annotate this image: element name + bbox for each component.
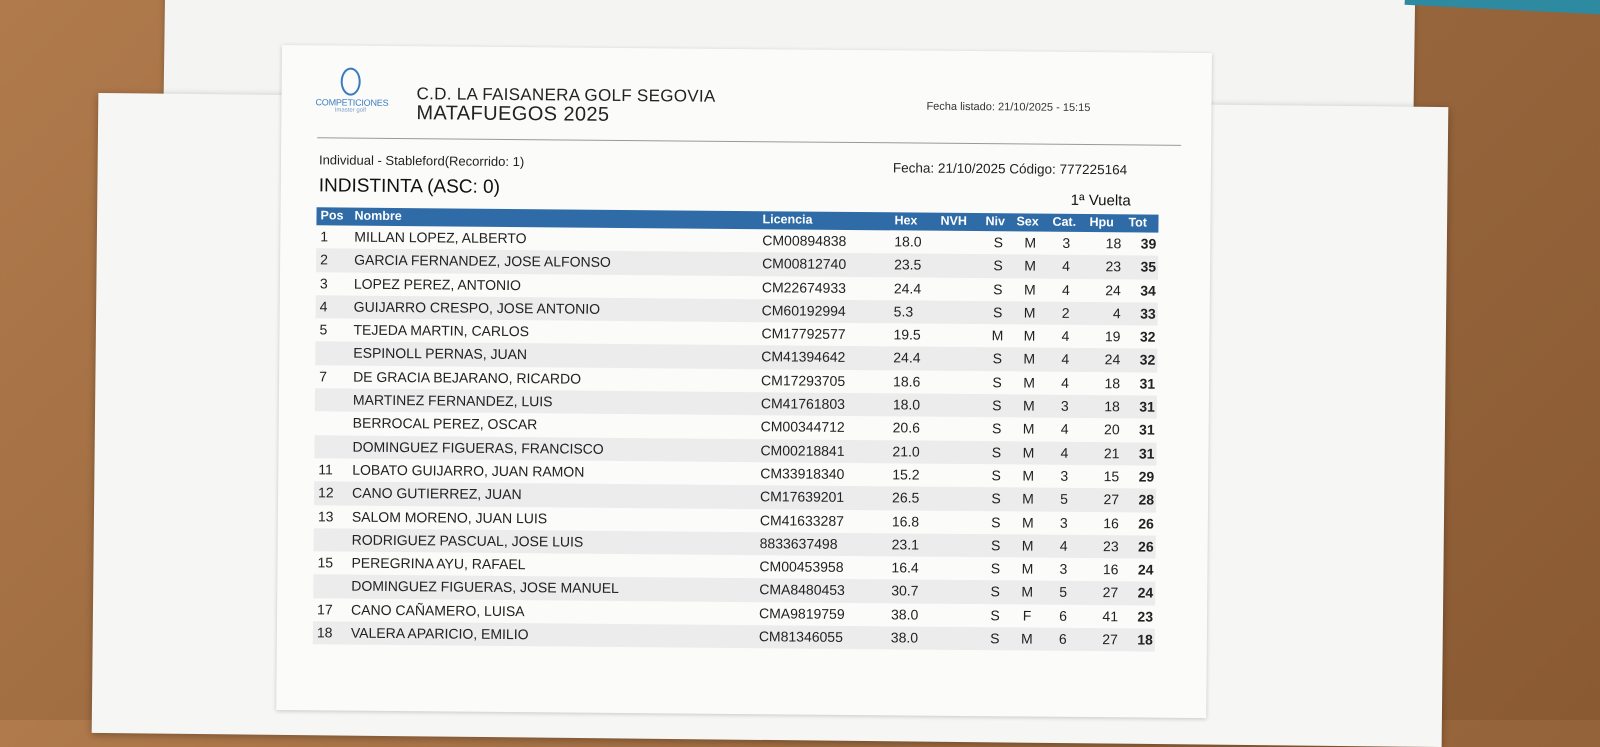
cell-sex: M (1020, 630, 1033, 647)
cell-licencia: CM60192994 (761, 302, 846, 319)
cell-hex: 5.3 (893, 303, 914, 320)
logo-text: COMPETICIONES (315, 97, 389, 108)
cell-hex: 21.0 (892, 443, 920, 460)
cell-hpu: 20 (1104, 421, 1120, 438)
cell-nombre: DOMINGUEZ FIGUERAS, JOSE MANUEL (351, 578, 619, 597)
cell-hex: 26.5 (892, 489, 920, 506)
cell-niv: S (993, 234, 1004, 251)
cell-tot: 32 (1139, 328, 1156, 345)
cell-tot: 35 (1140, 258, 1157, 275)
cell-nombre: SALOM MORENO, JUAN LUIS (351, 508, 548, 526)
cell-tot: 28 (1138, 491, 1155, 508)
cell-cat: 4 (1061, 374, 1070, 391)
cell-niv: S (992, 350, 1003, 367)
cell-nombre: TEJEDA MARTIN, CARLOS (353, 321, 530, 340)
col-hex: Hex (894, 213, 918, 228)
cell-cat: 4 (1061, 281, 1070, 298)
cell-sex: M (1022, 467, 1035, 484)
cell-niv: S (991, 420, 1002, 437)
listing-date: Fecha listado: 21/10/2025 - 15:15 (926, 100, 1091, 115)
cell-sex: M (1022, 490, 1034, 507)
cell-hex: 18.0 (892, 396, 921, 413)
cell-pos: 7 (319, 368, 327, 385)
cell-hpu: 19 (1104, 328, 1121, 345)
cell-hex: 30.7 (891, 582, 919, 600)
cell-sex: M (1023, 281, 1036, 298)
cell-hex: 16.8 (891, 512, 920, 530)
cell-pos: 1 (320, 228, 329, 245)
cell-pos: 4 (319, 298, 328, 315)
cell-sex: M (1023, 304, 1036, 321)
cell-nombre: LOBATO GUIJARRO, JUAN RAMON (352, 461, 585, 480)
cell-niv: S (992, 304, 1003, 321)
cell-cat: 4 (1062, 258, 1071, 275)
cell-cat: 5 (1060, 491, 1069, 508)
cell-hex: 24.4 (893, 349, 921, 367)
cell-tot: 24 (1137, 561, 1154, 578)
cell-tot: 33 (1140, 305, 1156, 322)
cell-hex: 23.5 (894, 256, 922, 273)
cell-niv: S (991, 467, 1002, 484)
cell-licencia: CM00218841 (760, 441, 845, 459)
cell-tot: 31 (1139, 375, 1156, 392)
cell-nombre: ESPINOLL PERNAS, JUAN (353, 345, 528, 363)
cell-pos: 5 (319, 321, 328, 338)
col-cat: Cat. (1052, 214, 1077, 229)
cell-cat: 3 (1060, 397, 1069, 414)
col-pos: Pos (320, 208, 344, 223)
cell-hpu: 27 (1103, 491, 1120, 508)
cell-sex: M (1022, 444, 1035, 461)
cell-hpu: 24 (1104, 351, 1121, 368)
cell-niv: S (992, 373, 1002, 391)
competiciones-logo (315, 67, 389, 114)
cell-licencia: 8833637498 (759, 535, 838, 552)
cell-hpu: 16 (1103, 514, 1119, 531)
results-table (313, 207, 1159, 652)
cell-cat: 4 (1059, 537, 1068, 554)
round-label: 1ª Vuelta (1070, 191, 1131, 210)
cell-pos: 13 (317, 507, 334, 525)
cell-licencia: CMA9819759 (758, 604, 845, 622)
cell-nombre: DE GRACIA BEJARANO, RICARDO (353, 368, 582, 387)
cell-cat: 3 (1060, 467, 1069, 484)
cell-niv: S (990, 537, 1001, 554)
cell-sex: M (1021, 583, 1034, 601)
cell-cat: 2 (1061, 304, 1070, 321)
cell-niv: S (991, 443, 1002, 460)
cell-hex: 38.0 (890, 606, 919, 623)
cell-hex: 15.2 (892, 466, 920, 483)
cell-hex: 18.6 (893, 373, 921, 390)
cell-hpu: 18 (1105, 235, 1122, 252)
cell-cat: 4 (1061, 351, 1070, 368)
cell-cat: 4 (1061, 328, 1070, 345)
cell-niv: S (990, 583, 1000, 600)
cell-hpu: 27 (1102, 584, 1119, 601)
col-sex: Sex (1016, 214, 1039, 229)
cell-niv: S (990, 630, 1000, 647)
cell-niv: S (993, 280, 1003, 297)
cell-sex: M (1023, 374, 1035, 391)
cell-tot: 29 (1138, 468, 1155, 485)
cell-sex: M (1022, 397, 1035, 414)
cell-sex: M (1021, 560, 1034, 577)
cell-cat: 6 (1058, 630, 1067, 647)
category-title: INDISTINTA (ASC: 0) (318, 175, 501, 198)
cell-cat: 4 (1060, 421, 1069, 438)
cell-pos: 3 (319, 274, 328, 292)
cell-sex: M (1023, 327, 1036, 344)
cell-nombre: GUIJARRO CRESPO, JOSE ANTONIO (353, 298, 601, 317)
cell-tot: 26 (1138, 515, 1154, 532)
cell-hex: 38.0 (890, 629, 919, 646)
cell-sex: M (1024, 234, 1037, 251)
club-name: C.D. LA FAISANERA GOLF SEGOVIA (416, 84, 716, 106)
cell-licencia: CM00453958 (759, 558, 844, 576)
header-divider (317, 137, 1181, 146)
cell-hpu: 23 (1105, 258, 1122, 275)
cell-hpu: 16 (1102, 561, 1119, 578)
cell-sex: M (1021, 514, 1034, 531)
cell-licencia: CM41761803 (760, 395, 846, 413)
table-body (313, 225, 1159, 652)
cell-nombre: LOPEZ PEREZ, ANTONIO (353, 275, 522, 293)
cell-licencia: CM33918340 (760, 465, 845, 482)
cell-nombre: BERROCAL PEREZ, OSCAR (352, 415, 538, 433)
cell-hpu: 4 (1112, 305, 1121, 322)
cell-nombre: VALERA APARICIO, EMILIO (350, 624, 529, 643)
cell-nombre: DOMINGUEZ FIGUERAS, FRANCISCO (352, 438, 604, 457)
cell-pos: 2 (320, 251, 328, 268)
cell-hpu: 24 (1105, 281, 1121, 298)
col-tot: Tot (1128, 215, 1148, 230)
competition-name: MATAFUEGOS 2025 (416, 102, 610, 126)
cell-tot: 31 (1139, 421, 1155, 439)
cell-hpu: 41 (1102, 607, 1119, 625)
cell-hpu: 23 (1103, 538, 1119, 555)
cell-tot: 23 (1137, 608, 1154, 625)
cell-licencia: CM17639201 (760, 488, 845, 506)
cell-cat: 3 (1059, 560, 1068, 578)
game-format: Individual - Stableford(Recorrido: 1) (318, 152, 525, 170)
cell-niv: S (990, 606, 1000, 624)
cell-sex: M (1024, 257, 1036, 274)
cell-licencia: CM00812740 (762, 255, 847, 273)
cell-hpu: 15 (1103, 468, 1120, 485)
date-code: Fecha: 21/10/2025 Código: 777225164 (892, 160, 1128, 178)
cell-licencia: CM22674933 (761, 278, 847, 296)
col-nombre: Nombre (354, 208, 402, 224)
cell-cat: 3 (1059, 514, 1068, 531)
cell-hex: 18.0 (894, 233, 922, 250)
cell-licencia: CM17792577 (761, 325, 846, 343)
cell-hex: 16.4 (891, 559, 919, 576)
cell-nombre: CANO CAÑAMERO, LUISA (351, 601, 525, 619)
cell-licencia: CM17293705 (761, 371, 846, 389)
cell-pos: 17 (317, 601, 333, 618)
blue-folder-edge (1405, 0, 1600, 16)
cell-licencia: CM41633287 (759, 511, 845, 529)
col-nvh: NVH (940, 213, 967, 228)
logo-ring-icon (341, 68, 361, 96)
cell-sex: M (1022, 420, 1035, 437)
col-licencia: Licencia (762, 212, 813, 227)
cell-pos: 15 (317, 554, 334, 571)
cell-licencia: CM81346055 (758, 628, 843, 645)
cell-licencia: CM00894838 (762, 232, 847, 249)
cell-niv: S (991, 513, 1001, 530)
col-hpu: Hpu (1089, 215, 1114, 230)
cell-hex: 24.4 (893, 279, 922, 297)
cell-sex: M (1023, 350, 1036, 368)
cell-tot: 34 (1140, 282, 1156, 299)
cell-licencia: CM41394642 (761, 348, 846, 366)
cell-niv: M (991, 327, 1004, 344)
cell-sex: F (1022, 607, 1032, 624)
cell-tot: 18 (1137, 631, 1153, 648)
cell-nombre: PEREGRINA AYU, RAFAEL (351, 554, 526, 573)
cell-hex: 23.1 (891, 536, 919, 553)
logo-subtext: Imaster golf (334, 107, 367, 114)
cell-nombre: MILLAN LOPEZ, ALBERTO (354, 228, 527, 247)
cell-hex: 19.5 (893, 326, 921, 343)
cell-niv: S (993, 257, 1003, 274)
cell-tot: 31 (1138, 445, 1155, 462)
cell-cat: 3 (1062, 234, 1071, 251)
col-niv: Niv (985, 214, 1006, 229)
cell-pos: 12 (318, 484, 334, 501)
cell-tot: 32 (1139, 351, 1156, 369)
cell-tot: 24 (1137, 584, 1154, 602)
cell-niv: S (991, 490, 1001, 507)
cell-hex: 20.6 (892, 419, 921, 436)
cell-hpu: 21 (1103, 444, 1120, 461)
cell-nombre: CANO GUTIERREZ, JUAN (352, 484, 522, 503)
cell-licencia: CMA8480453 (759, 581, 845, 599)
cell-hpu: 18 (1104, 374, 1121, 392)
cell-nombre: RODRIGUEZ PASCUAL, JOSE LUIS (351, 531, 584, 550)
cell-tot: 31 (1139, 398, 1155, 415)
cell-niv: S (992, 397, 1002, 414)
cell-nombre: GARCIA FERNANDEZ, JOSE ALFONSO (354, 251, 611, 271)
cell-pos: 18 (316, 624, 333, 641)
cell-nombre: MARTINEZ FERNANDEZ, LUIS (352, 391, 553, 410)
cell-niv: S (990, 560, 1001, 577)
cell-tot: 39 (1140, 235, 1157, 252)
cell-hpu: 27 (1102, 631, 1118, 648)
cell-hpu: 18 (1104, 398, 1120, 415)
cell-pos: 11 (318, 461, 333, 478)
cell-cat: 4 (1060, 444, 1069, 461)
results-sheet (276, 45, 1212, 718)
cell-tot: 26 (1138, 538, 1154, 555)
cell-sex: M (1021, 537, 1034, 554)
cell-cat: 6 (1059, 607, 1068, 624)
cell-licencia: CM00344712 (760, 418, 845, 436)
cell-cat: 5 (1059, 584, 1068, 601)
